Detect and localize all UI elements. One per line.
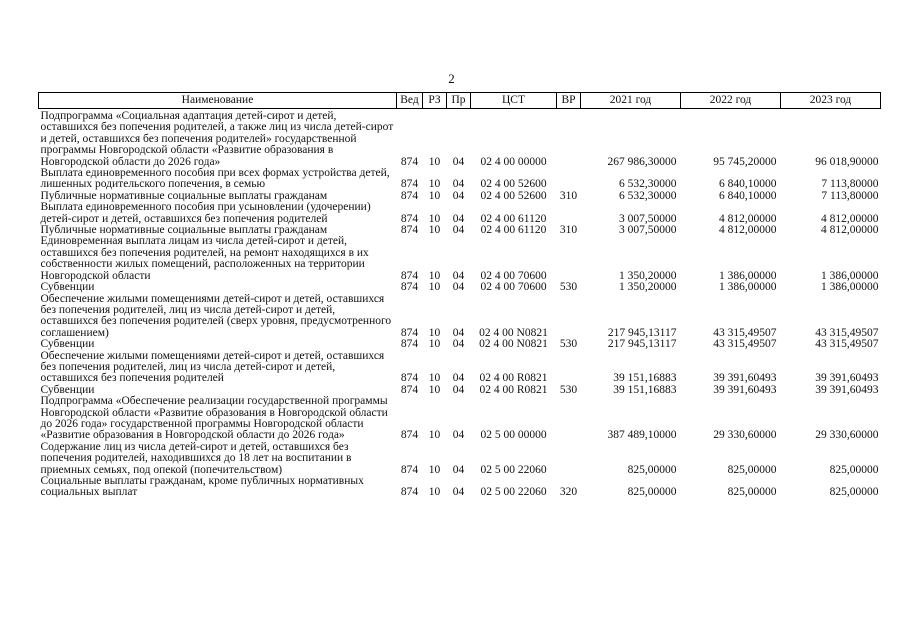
cell-rz: 10 bbox=[428, 372, 441, 385]
cell-pr: 04 bbox=[452, 429, 465, 442]
table-row bbox=[39, 396, 881, 442]
cell-rz: 10 bbox=[428, 338, 441, 351]
cell-cst: 02 4 00 52600 bbox=[480, 178, 547, 191]
cell-vr bbox=[557, 294, 581, 340]
cell-vr: 530 bbox=[559, 383, 578, 396]
cell-pr: 04 bbox=[452, 486, 465, 499]
cell-y2022: 4 812,00000 bbox=[719, 224, 777, 237]
cell-rz: 10 bbox=[428, 178, 441, 191]
header-cst: ЦСТ bbox=[471, 93, 557, 109]
cell-pr: 04 bbox=[452, 189, 465, 202]
cell-rz: 10 bbox=[428, 189, 441, 202]
cell-y2021: 387 489,10000 bbox=[607, 429, 677, 442]
cell-ved: 874 bbox=[400, 155, 419, 168]
cell-name: Содержание лиц из числа детей-сирот и детей, оставшихся без попечения родителей, находившихся до 18 лет на воспитании в приемных семьях, под опекой (попечительством) bbox=[40, 440, 352, 476]
cell-cst: 02 4 00 61120 bbox=[480, 224, 547, 237]
cell-y2023: 39 391,60493 bbox=[815, 372, 879, 385]
cell-name: Подпрограмма «Социальная адаптация детей-сирот и детей, оставшихся без попечения родителей, а также лиц из числа детей-сирот и детей, оставшихся без попечения родителей» государственной программы Новгородской области «Развитие образования в Новгородской области до 2026 года» bbox=[40, 110, 394, 168]
cell-name: Публичные нормативные социальные выплаты гражданам bbox=[40, 189, 328, 202]
cell-y2023: 4 812,00000 bbox=[821, 224, 879, 237]
header-rz: РЗ bbox=[423, 93, 447, 109]
table-row bbox=[39, 236, 881, 282]
cell-y2021: 825,00000 bbox=[627, 486, 677, 499]
cell-rz: 10 bbox=[428, 155, 441, 168]
cell-ved: 874 bbox=[400, 281, 419, 294]
header-name: Наименование bbox=[39, 93, 397, 109]
table-row bbox=[39, 168, 881, 191]
cell-y2023: 1 386,00000 bbox=[821, 281, 879, 294]
cell-rz: 10 bbox=[428, 429, 441, 442]
cell-y2023: 29 330,60000 bbox=[815, 429, 879, 442]
cell-pr: 04 bbox=[452, 155, 465, 168]
cell-pr: 04 bbox=[452, 178, 465, 191]
cell-cst: 02 4 00 70600 bbox=[480, 269, 547, 282]
cell-y2021: 3 007,50000 bbox=[619, 224, 677, 237]
cell-y2022: 43 315,49507 bbox=[713, 326, 777, 339]
cell-pr: 04 bbox=[452, 463, 465, 476]
cell-ved: 874 bbox=[400, 224, 419, 237]
table-row bbox=[39, 109, 881, 169]
cell-name: Выплата единовременного пособия при всех формах устройства детей, лишенных родительского попечения, в семью bbox=[40, 167, 390, 191]
cell-cst: 02 5 00 00000 bbox=[480, 429, 547, 442]
header-vr: ВР bbox=[557, 93, 581, 109]
cell-rz: 10 bbox=[428, 224, 441, 237]
cell-rz: 10 bbox=[428, 486, 441, 499]
cell-y2023: 96 018,90000 bbox=[815, 155, 879, 168]
cell-rz: 10 bbox=[428, 463, 441, 476]
cell-y2023: 825,00000 bbox=[829, 486, 879, 499]
cell-vr bbox=[557, 442, 581, 476]
cell-y2022: 39 391,60493 bbox=[713, 372, 777, 385]
cell-ved: 874 bbox=[400, 338, 419, 351]
cell-pr: 04 bbox=[452, 224, 465, 237]
cell-ved: 874 bbox=[400, 189, 419, 202]
table-body bbox=[39, 109, 881, 499]
cell-pr: 04 bbox=[452, 338, 465, 351]
header-pr: Пр bbox=[447, 93, 471, 109]
cell-name: Субвенции bbox=[40, 281, 95, 294]
cell-pr: 04 bbox=[452, 383, 465, 396]
page-number: 2 bbox=[448, 71, 455, 86]
cell-name: Публичные нормативные социальные выплаты гражданам bbox=[40, 224, 328, 237]
cell-ved: 874 bbox=[400, 383, 419, 396]
header-ved: Вед bbox=[397, 93, 423, 109]
cell-name: Социальные выплаты гражданам, кроме публичных нормативных социальных выплат bbox=[40, 475, 364, 499]
cell-vr bbox=[557, 109, 581, 169]
cell-cst: 02 4 00 52600 bbox=[480, 189, 547, 202]
cell-y2023: 4 812,00000 bbox=[821, 212, 879, 225]
table-row bbox=[39, 282, 881, 293]
table-header-row bbox=[39, 93, 881, 109]
cell-rz: 10 bbox=[428, 269, 441, 282]
cell-vr: 530 bbox=[559, 281, 578, 294]
cell-cst: 02 4 00 61120 bbox=[480, 212, 547, 225]
cell-name: Выплата единовременного пособия при усыновлении (удочерении) детей-сирот и детей, оставшихся без попечения родителей bbox=[40, 201, 371, 225]
cell-ved: 874 bbox=[400, 212, 419, 225]
cell-rz: 10 bbox=[428, 326, 441, 339]
cell-y2021: 39 151,16883 bbox=[613, 372, 677, 385]
cell-y2023: 7 113,80000 bbox=[821, 189, 879, 202]
table-row bbox=[39, 476, 881, 499]
cell-y2022: 43 315,49507 bbox=[713, 338, 777, 351]
cell-cst: 02 4 00 N0821 bbox=[479, 338, 548, 351]
cell-vr: 310 bbox=[559, 224, 578, 237]
cell-y2022: 4 812,00000 bbox=[719, 212, 777, 225]
cell-y2021: 1 350,20000 bbox=[619, 281, 677, 294]
cell-y2022: 825,00000 bbox=[727, 486, 777, 499]
header-2021: 2021 год bbox=[581, 93, 681, 109]
cell-ved: 874 bbox=[400, 269, 419, 282]
table-row bbox=[39, 351, 881, 385]
cell-y2022: 39 391,60493 bbox=[713, 383, 777, 396]
cell-vr bbox=[557, 168, 581, 191]
table-row bbox=[39, 294, 881, 340]
cell-y2023: 7 113,80000 bbox=[821, 178, 879, 191]
cell-ved: 874 bbox=[400, 429, 419, 442]
cell-vr bbox=[557, 236, 581, 282]
cell-name: Подпрограмма «Обеспечение реализации государственной программы Новгородской области «Развитие образования в Новгородской области до 2026 года» государственной программы Новгородской области «Развитие образования в Новгородской области до 2026 года» bbox=[40, 395, 388, 442]
cell-y2022: 1 386,00000 bbox=[719, 269, 777, 282]
cell-rz: 10 bbox=[428, 281, 441, 294]
cell-rz: 10 bbox=[428, 212, 441, 225]
cell-name: Единовременная выплата лицам из числа детей-сирот и детей, оставшихся без попечения родителей, на ремонт находящихся в их собственности жилых помещений, расположенных на территории Новгородской области bbox=[40, 235, 369, 282]
cell-cst: 02 4 00 70600 bbox=[480, 281, 547, 294]
cell-y2021: 39 151,16883 bbox=[613, 383, 677, 396]
cell-ved: 874 bbox=[400, 326, 419, 339]
cell-y2022: 6 840,10000 bbox=[719, 189, 777, 202]
cell-name: Обеспечение жилыми помещениями детей-сирот и детей, оставшихся без попечения родителей, лиц из числа детей-сирот и детей, оставшихся без попечения родителей (сверх уровня, предусмотренного соглашением) bbox=[40, 292, 392, 339]
cell-ved: 874 bbox=[400, 372, 419, 385]
cell-y2022: 825,00000 bbox=[727, 463, 777, 476]
cell-y2023: 43 315,49507 bbox=[815, 338, 879, 351]
cell-pr: 04 bbox=[452, 212, 465, 225]
cell-cst: 02 5 00 22060 bbox=[480, 486, 547, 499]
cell-y2022: 6 840,10000 bbox=[719, 178, 777, 191]
cell-pr: 04 bbox=[452, 326, 465, 339]
header-2022: 2022 год bbox=[681, 93, 781, 109]
cell-ved: 874 bbox=[400, 463, 419, 476]
cell-ved: 874 bbox=[400, 178, 419, 191]
cell-y2023: 1 386,00000 bbox=[821, 269, 879, 282]
cell-vr bbox=[557, 351, 581, 385]
cell-pr: 04 bbox=[452, 269, 465, 282]
cell-cst: 02 4 00 00000 bbox=[480, 155, 547, 168]
cell-vr: 530 bbox=[559, 338, 578, 351]
cell-y2022: 1 386,00000 bbox=[719, 281, 777, 294]
budget-table bbox=[38, 92, 881, 499]
header-2023: 2023 год bbox=[781, 93, 881, 109]
cell-vr: 320 bbox=[559, 486, 578, 499]
cell-cst: 02 4 00 R0821 bbox=[479, 372, 548, 385]
cell-pr: 04 bbox=[452, 281, 465, 294]
cell-rz: 10 bbox=[428, 383, 441, 396]
cell-y2021: 1 350,20000 bbox=[619, 269, 677, 282]
cell-vr: 310 bbox=[559, 189, 578, 202]
cell-vr bbox=[557, 396, 581, 442]
table-row bbox=[39, 339, 881, 350]
cell-cst: 02 5 00 22060 bbox=[480, 463, 547, 476]
table-row bbox=[39, 202, 881, 225]
cell-name: Субвенции bbox=[40, 383, 95, 396]
cell-cst: 02 4 00 R0821 bbox=[479, 383, 548, 396]
table-row bbox=[39, 442, 881, 476]
cell-name: Субвенции bbox=[40, 338, 95, 351]
cell-y2021: 267 986,30000 bbox=[607, 155, 677, 168]
cell-y2021: 825,00000 bbox=[627, 463, 677, 476]
cell-y2022: 95 745,20000 bbox=[713, 155, 777, 168]
cell-y2021: 217 945,13117 bbox=[607, 338, 677, 351]
cell-ved: 874 bbox=[400, 486, 419, 499]
cell-cst: 02 4 00 N0821 bbox=[479, 326, 548, 339]
cell-y2023: 39 391,60493 bbox=[815, 383, 879, 396]
cell-name: Обеспечение жилыми помещениями детей-сирот и детей, оставшихся без попечения родителей, лиц из числа детей-сирот и детей, оставшихся без попечения родителей bbox=[40, 349, 385, 385]
cell-y2021: 3 007,50000 bbox=[619, 212, 677, 225]
cell-y2021: 6 532,30000 bbox=[619, 189, 677, 202]
cell-y2021: 217 945,13117 bbox=[607, 326, 677, 339]
cell-y2021: 6 532,30000 bbox=[619, 178, 677, 191]
cell-vr bbox=[557, 202, 581, 225]
cell-y2023: 825,00000 bbox=[829, 463, 879, 476]
cell-pr: 04 bbox=[452, 372, 465, 385]
cell-y2022: 29 330,60000 bbox=[713, 429, 777, 442]
cell-y2023: 43 315,49507 bbox=[815, 326, 879, 339]
